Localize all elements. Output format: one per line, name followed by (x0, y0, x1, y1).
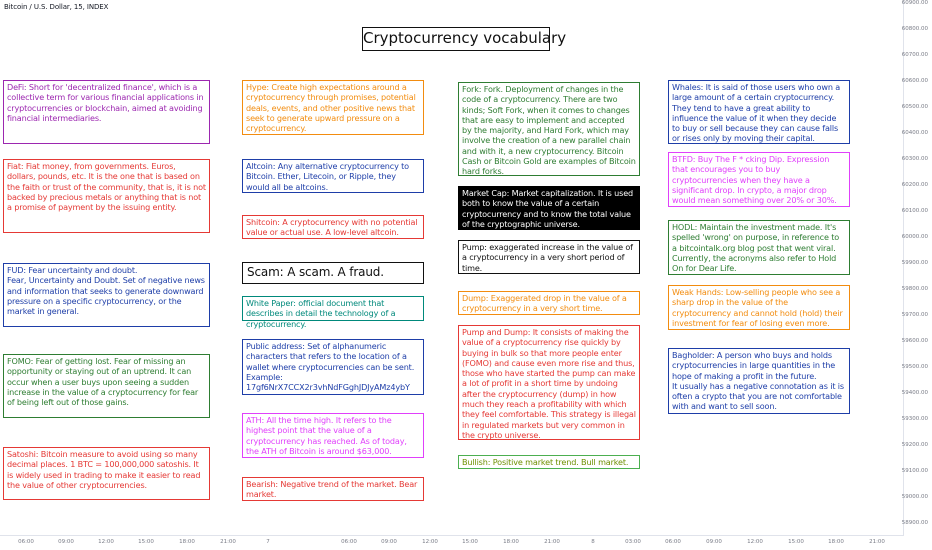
time-tick: 09:00 (706, 539, 722, 545)
card-fud[interactable] (3, 263, 210, 327)
time-tick: 15:00 (138, 539, 154, 545)
time-tick: 15:00 (788, 539, 804, 545)
time-tick: 7 (266, 539, 270, 545)
card-altcoin[interactable] (242, 159, 424, 193)
time-tick: 06:00 (341, 539, 357, 545)
price-tick: 60300.00 (901, 156, 928, 162)
card-bagholder[interactable] (668, 348, 850, 414)
card-public-address-text: Public address: Set of alphanumeric characters that refers to the location of a wallet where cryptocurrencies can be sent. Example: 17gf6NrX7CCX2r3vhNdFGghJDJyAMz4ybY (246, 341, 415, 393)
price-tick: 59900.00 (901, 260, 928, 266)
card-satoshi-text: Satoshi: Bitcoin measure to avoid using so many decimal places. 1 BTC = 100,000,000 satoshis. It is widely used in trading to make it easier to read the value of other cryptocurrencies. (7, 449, 201, 490)
card-fomo[interactable] (3, 354, 210, 418)
card-hype-text: Hype: Create high expectations around a cryptocurrency through promises, potential deals, events, and other positive news that seek to generate upward pressure on a cryptocurrency. (246, 82, 416, 134)
price-tick: 59700.00 (901, 312, 928, 318)
card-bullish[interactable] (458, 455, 640, 469)
time-tick: 09:00 (58, 539, 74, 545)
price-tick: 59400.00 (901, 390, 928, 396)
card-hodl[interactable] (668, 220, 850, 275)
card-scam[interactable] (242, 262, 424, 284)
time-tick: 18:00 (828, 539, 844, 545)
price-axis[interactable] (903, 0, 932, 550)
card-market-cap-text: Market Cap: Market capitalization. It is used both to know the value of a certain cryptocurrency and to know the total value of the cryptographic universe. (462, 188, 634, 229)
card-shitcoin-text: Shitcoin: A cryptocurrency with no potential value or actual use. A low-level altcoin. (246, 217, 418, 238)
time-tick: 09:00 (381, 539, 397, 545)
card-scam-text: Scam: A scam. A fraud. (247, 265, 384, 279)
price-tick: 60400.00 (901, 130, 928, 136)
card-bullish-text: Bullish: Positive market trend. Bull market. (462, 457, 629, 467)
price-tick: 59000.00 (901, 494, 928, 500)
card-weak-hands[interactable] (668, 285, 850, 330)
price-tick: 59500.00 (901, 364, 928, 370)
card-weak-hands-text: Weak Hands: Low-selling people who see a sharp drop in the value of the cryptocurrency and cannot hold (hold) their investment for fear of losing even more. (672, 287, 843, 328)
price-tick: 60000.00 (901, 234, 928, 240)
card-hype[interactable] (242, 80, 424, 135)
price-tick: 60200.00 (901, 182, 928, 188)
card-satoshi[interactable] (3, 447, 210, 500)
card-defi[interactable] (3, 80, 210, 144)
price-tick: 59600.00 (901, 338, 928, 344)
card-shitcoin[interactable] (242, 215, 424, 239)
card-fork[interactable] (458, 82, 640, 176)
card-fiat[interactable] (3, 159, 210, 233)
price-tick: 60500.00 (901, 104, 928, 110)
card-bagholder-text: Bagholder: A person who buys and holds cryptocurrencies in large quantities in the hope of making a profit in the future. It usually has a negative connotation as it is often a crypto that you are not comfortable with and want to sell soon. (672, 350, 844, 412)
card-whales-text: Whales: It is said of those users who own a large amount of a certain cryptocurrency. They tend to have a great ability to influence the value of it when they decide to buy or sell because they can cause falls or rises only by moving their capital. (672, 82, 841, 144)
time-axis[interactable] (0, 535, 904, 550)
card-white-paper[interactable] (242, 296, 424, 329)
card-dump[interactable] (458, 291, 640, 315)
card-fiat-text: Fiat: Fiat money, from governments. Euros, dollars, pounds, etc. It is the one that is based on the faith or trust of the community, that is, it is not backed by precious metals or anything that is not a promise of payment by the issuing entity. (7, 161, 206, 213)
price-tick: 60800.00 (901, 26, 928, 32)
chart-title: Cryptocurrency vocabulary (362, 27, 550, 51)
card-ath-text: ATH: All the time high. It refers to the highest point that the value of a cryptocurrency has reached. As of today, the ATH of Bitcoin is around $63,000. (246, 415, 407, 456)
card-dump-text: Dump: Exaggerated drop in the value of a cryptocurrency in a very short time. (462, 293, 627, 314)
time-tick: 18:00 (503, 539, 519, 545)
time-tick: 03:00 (625, 539, 641, 545)
card-pump-and-dump[interactable] (458, 325, 640, 440)
card-pump-text: Pump: exaggerated increase in the value of a cryptocurrency in a very short period of time. (462, 242, 633, 273)
card-bearish-text: Bearish: Negative trend of the market. Bear market. (246, 479, 418, 500)
card-bearish[interactable] (242, 477, 424, 501)
card-btfd[interactable] (668, 152, 850, 207)
card-whales[interactable] (668, 80, 850, 144)
card-fud-text: FUD: Fear uncertainty and doubt. Fear, Uncertainty and Doubt. Set of negative news and information that seeks to generate downward pressure on a specific cryptocurrency, or the market in general. (7, 265, 205, 317)
time-tick: 21:00 (869, 539, 885, 545)
price-tick: 59100.00 (901, 468, 928, 474)
card-hodl-text: HODL: Maintain the investment made. It's spelled 'wrong' on purpose, in reference to a bitcointalk.org blog post that went viral. Currently, the acronyms also refer to Hold On for Dear Life. (672, 222, 840, 274)
price-tick: 60900.00 (901, 0, 928, 6)
card-fork-text: Fork: Fork. Deployment of changes in the code of a cryptocurrency. There are two kinds; Soft Fork, when it comes to changes that are easy to implement and accepted by the majority, and Hard Fork, which may involve the creation of a new parallel chain and with it, a new cryptocurrency. Bitcoin Cash or Bitcoin Gold are examples of Bitcoin hard forks. (462, 84, 636, 177)
card-ath[interactable] (242, 413, 424, 458)
card-public-address[interactable] (242, 339, 424, 395)
price-tick: 60100.00 (901, 208, 928, 214)
price-tick: 59200.00 (901, 442, 928, 448)
card-defi-text: DeFi: Short for 'decentralized finance', which is a collective term for various financial applications in cryptocurrencies or blockchain, aimed at avoiding financial intermediaries. (7, 82, 204, 123)
price-tick: 59300.00 (901, 416, 928, 422)
time-tick: 15:00 (462, 539, 478, 545)
card-white-paper-text: White Paper: official document that describes in detail the technology of a cryptocurrency. (246, 298, 396, 329)
time-tick: 06:00 (665, 539, 681, 545)
price-tick: 60600.00 (901, 78, 928, 84)
time-tick: 18:00 (179, 539, 195, 545)
card-pump[interactable] (458, 240, 640, 274)
card-market-cap[interactable] (458, 186, 640, 230)
price-tick: 58900.00 (901, 520, 928, 526)
card-btfd-text: BTFD: Buy The F * cking Dip. Expression that encourages you to buy cryptocurrencies when they have a significant drop. In crypto, a major drop would mean something over 20% or 30%. (672, 154, 837, 206)
time-tick: 21:00 (220, 539, 236, 545)
time-tick: 06:00 (18, 539, 34, 545)
time-tick: 12:00 (747, 539, 763, 545)
symbol-title[interactable]: Bitcoin / U.S. Dollar, 15, INDEX (4, 3, 109, 11)
price-tick: 59800.00 (901, 286, 928, 292)
time-tick: 12:00 (422, 539, 438, 545)
time-tick: 21:00 (544, 539, 560, 545)
card-altcoin-text: Altcoin: Any alternative cryptocurrency to Bitcoin. Ether, Litecoin, or Ripple, they would all be altcoins. (246, 161, 409, 192)
time-tick: 12:00 (98, 539, 114, 545)
card-pump-and-dump-text: Pump and Dump: It consists of making the value of a cryptocurrency rise quickly by buying in bulk so that more people enter (FOMO) and cause even more rise and thus, those who have started the pump can make a lot of profit in a short time by undoing after the cryptocurrency (dump) in how much they reach a profitability with which they feel comfortable. This strategy is illegal in regulated markets but very common in the crypto universe. (462, 327, 636, 440)
card-fomo-text: FOMO: Fear of getting lost. Fear of missing an opportunity or staying out of an uptrend. It can occur when a user buys upon seeing a sudden increase in the value of a cryptocurrency for fear of being left out of those gains. (7, 356, 199, 408)
time-tick: 8 (591, 539, 595, 545)
price-tick: 60700.00 (901, 52, 928, 58)
